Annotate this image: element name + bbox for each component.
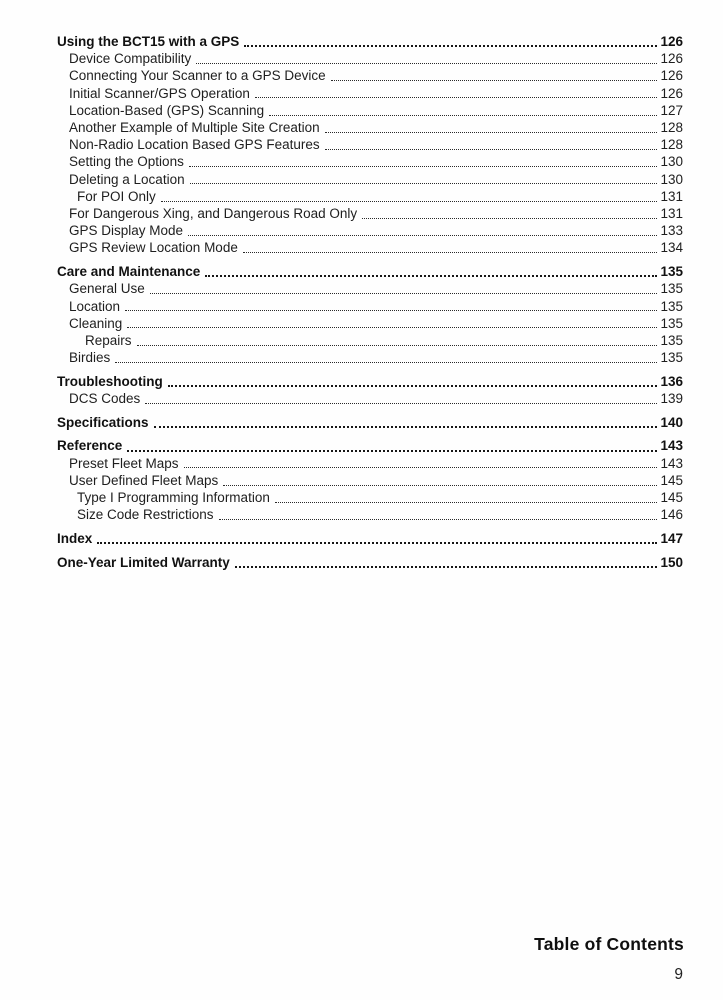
toc-entry-label: One-Year Limited Warranty <box>57 554 230 570</box>
toc-entry-label: Deleting a Location <box>69 171 185 187</box>
toc-entry <box>57 136 683 153</box>
toc-dot-leader <box>168 385 658 387</box>
toc-dot-leader <box>362 218 657 219</box>
toc-entry-label: Troubleshooting <box>57 373 163 389</box>
toc-entry-label: Preset Fleet Maps <box>69 455 179 471</box>
toc-entry-page: 146 <box>660 507 683 523</box>
toc-entry-label: Index <box>57 530 93 546</box>
toc-entry <box>57 67 683 84</box>
toc-dot-leader <box>188 235 657 236</box>
toc-entry-page: 127 <box>660 102 683 118</box>
toc-entry-page: 126 <box>660 51 683 67</box>
footer-section-title: Table of Contents <box>534 934 684 954</box>
toc-entry <box>57 102 683 119</box>
toc-dot-leader <box>154 426 658 428</box>
toc-entry-page: 143 <box>660 455 683 471</box>
toc-dot-leader <box>127 327 657 328</box>
toc-dot-leader <box>189 166 658 167</box>
toc-entry <box>57 188 683 205</box>
toc-entry-page: 150 <box>660 554 683 570</box>
toc-entry-label: Initial Scanner/GPS Operation <box>69 85 250 101</box>
toc-dot-leader <box>184 467 658 468</box>
toc-entry-label: Device Compatibility <box>69 51 192 67</box>
toc-entry-label: GPS Review Location Mode <box>69 240 238 256</box>
page-number: 9 <box>674 966 683 983</box>
toc-entry-label: General Use <box>69 281 145 297</box>
toc-entry <box>57 153 683 170</box>
toc-dot-leader <box>219 519 658 520</box>
toc-entry-label: User Defined Fleet Maps <box>69 472 219 488</box>
toc-entry-label: Specifications <box>57 414 149 430</box>
toc-dot-leader <box>150 293 658 294</box>
toc-entry-label: Setting the Options <box>69 154 184 170</box>
toc-entry-page: 140 <box>660 414 683 430</box>
toc-entry <box>57 85 683 102</box>
toc-entry <box>57 171 683 188</box>
toc-entry <box>57 50 683 67</box>
toc-entry <box>57 263 683 280</box>
toc-entry-label: Reference <box>57 438 123 454</box>
toc-entry-page: 128 <box>660 120 683 136</box>
toc-entry-page: 135 <box>660 332 683 348</box>
toc-entry-page: 131 <box>660 206 683 222</box>
toc-entry-label: Repairs <box>85 332 132 348</box>
toc-dot-leader <box>127 450 657 452</box>
toc-entry <box>57 390 683 407</box>
toc-entry <box>57 489 683 506</box>
toc-entry-label: Connecting Your Scanner to a GPS Device <box>69 68 326 84</box>
toc-entry <box>57 349 683 366</box>
toc-entry-page: 139 <box>660 391 683 407</box>
toc-dot-leader <box>244 45 657 47</box>
toc-entry-page: 130 <box>660 171 683 187</box>
toc-entry <box>57 437 683 454</box>
toc-entry-label: Cleaning <box>69 315 123 331</box>
toc-entry-label: Another Example of Multiple Site Creation <box>69 120 320 136</box>
toc-entry-page: 136 <box>660 373 683 389</box>
toc-entry <box>57 205 683 222</box>
toc-entry-page: 143 <box>660 438 683 454</box>
toc-dot-leader <box>145 403 657 404</box>
toc-entry <box>57 222 683 239</box>
toc-entry-label: Non-Radio Location Based GPS Features <box>69 137 320 153</box>
toc-entry-label: Type I Programming Information <box>77 490 270 506</box>
toc-entry-page: 131 <box>660 188 683 204</box>
toc-entry-page: 130 <box>660 154 683 170</box>
toc-entry-page: 135 <box>660 281 683 297</box>
toc-dot-leader <box>331 80 658 81</box>
toc-entry-page: 134 <box>660 240 683 256</box>
toc-dot-leader <box>97 542 657 544</box>
toc-entry <box>57 33 683 50</box>
toc-entry-page: 126 <box>660 85 683 101</box>
toc-dot-leader <box>243 252 658 253</box>
toc-dot-leader <box>196 63 657 64</box>
toc-entry-page: 128 <box>660 137 683 153</box>
toc-entry <box>57 414 683 431</box>
toc-entry-page: 145 <box>660 490 683 506</box>
toc-dot-leader <box>115 362 657 363</box>
toc-entry-page: 126 <box>660 34 683 49</box>
toc-dot-leader <box>275 502 658 503</box>
toc-entry-page: 126 <box>660 68 683 84</box>
toc-entry-label: Size Code Restrictions <box>77 507 214 523</box>
toc-entry <box>57 373 683 390</box>
toc-entry-label: Location-Based (GPS) Scanning <box>69 102 265 118</box>
toc-dot-leader <box>205 275 657 277</box>
toc-dot-leader <box>325 149 658 150</box>
toc-list <box>57 33 683 571</box>
toc-entry-page: 135 <box>660 298 683 314</box>
toc-entry <box>57 332 683 349</box>
toc-dot-leader <box>255 97 658 98</box>
toc-entry-label: For Dangerous Xing, and Dangerous Road Only <box>69 206 358 222</box>
toc-entry <box>57 530 683 547</box>
toc-entry-label: Location <box>69 298 121 314</box>
toc-dot-leader <box>161 201 658 202</box>
toc-entry-page: 135 <box>660 350 683 366</box>
toc-entry <box>57 239 683 256</box>
toc-entry <box>57 280 683 297</box>
toc-dot-leader <box>125 310 657 311</box>
toc-entry-page: 145 <box>660 472 683 488</box>
toc-entry <box>57 472 683 489</box>
toc-entry-page: 133 <box>660 223 683 239</box>
toc-entry-label: Birdies <box>69 350 111 366</box>
toc-entry-page: 135 <box>660 264 683 280</box>
toc-entry <box>57 554 683 571</box>
toc-dot-leader <box>223 485 657 486</box>
toc-entry <box>57 455 683 472</box>
toc-entry-label: DCS Codes <box>69 391 141 407</box>
toc-entry <box>57 315 683 332</box>
toc-dot-leader <box>190 183 658 184</box>
toc-entry-page: 147 <box>660 530 683 546</box>
toc-entry <box>57 506 683 523</box>
toc-entry-label: Using the BCT15 with a GPS <box>57 34 240 49</box>
toc-entry-label: For POI Only <box>77 188 156 204</box>
toc-entry-label: Care and Maintenance <box>57 264 201 280</box>
toc-dot-leader <box>235 566 658 568</box>
toc-entry-label: GPS Display Mode <box>69 223 184 239</box>
toc-entry <box>57 298 683 315</box>
toc-dot-leader <box>325 132 658 133</box>
toc-entry-page: 135 <box>660 315 683 331</box>
toc-entry <box>57 119 683 136</box>
toc-dot-leader <box>269 115 657 116</box>
toc-dot-leader <box>137 345 658 346</box>
